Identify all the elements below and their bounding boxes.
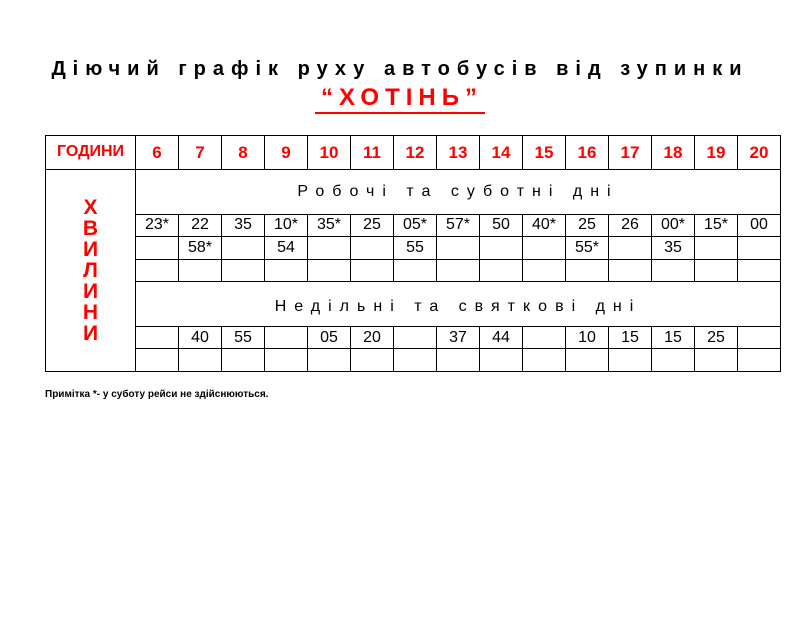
minute-cell: 37 (437, 326, 480, 348)
minute-cell (136, 237, 179, 259)
minute-cell (222, 349, 265, 372)
minute-cell: 57* (437, 214, 480, 236)
minute-cell (265, 326, 308, 348)
minute-cell: 50 (480, 214, 523, 236)
hour-cell: 19 (695, 136, 738, 170)
minute-cell: 44 (480, 326, 523, 348)
minute-cell (351, 259, 394, 281)
minute-cell: 20 (351, 326, 394, 348)
minute-cell: 00 (738, 214, 781, 236)
holidays-title-row (46, 282, 781, 327)
minute-cell: 55 (394, 237, 437, 259)
minute-cell (351, 349, 394, 372)
minute-cell (480, 349, 523, 372)
minute-cell (609, 349, 652, 372)
minutes-label-letter: Н (82, 300, 99, 324)
holidays-minutes-row (46, 326, 781, 348)
minute-cell (394, 326, 437, 348)
minute-cell: 40 (179, 326, 222, 348)
holidays-minutes-row (46, 349, 781, 372)
minute-cell: 25 (351, 214, 394, 236)
minute-cell (179, 349, 222, 372)
minutes-label (46, 169, 136, 371)
minute-cell: 05 (308, 326, 351, 348)
minute-cell: 35* (308, 214, 351, 236)
stop-name (0, 84, 800, 112)
hour-cell: 15 (523, 136, 566, 170)
minute-cell: 10 (566, 326, 609, 348)
minute-cell (695, 259, 738, 281)
minute-cell (566, 259, 609, 281)
minute-cell (437, 349, 480, 372)
minute-cell: 15 (652, 326, 695, 348)
minute-cell (695, 349, 738, 372)
minute-cell (609, 259, 652, 281)
schedule-table (45, 135, 781, 372)
minute-cell (738, 237, 781, 259)
minute-cell: 23* (136, 214, 179, 236)
minute-cell (308, 349, 351, 372)
footnote: Примітка *- у суботу рейси не здійснюються. (45, 389, 269, 400)
minute-cell (652, 259, 695, 281)
minute-cell: 15* (695, 214, 738, 236)
hour-cell: 12 (394, 136, 437, 170)
minute-cell (738, 349, 781, 372)
minute-cell (179, 259, 222, 281)
minute-cell (566, 349, 609, 372)
minute-cell: 40* (523, 214, 566, 236)
minute-cell (265, 259, 308, 281)
hour-cell: 13 (437, 136, 480, 170)
minute-cell: 54 (265, 237, 308, 259)
hour-cell: 7 (179, 136, 222, 170)
minutes-label-letter: И (82, 279, 99, 303)
minute-cell (523, 237, 566, 259)
minute-cell: 22 (179, 214, 222, 236)
hour-cell: 10 (308, 136, 351, 170)
minute-cell (308, 237, 351, 259)
minutes-label-letter: И (82, 237, 99, 261)
workdays-title-row (46, 169, 781, 214)
hour-cell: 6 (136, 136, 179, 170)
workdays-minutes-row (46, 259, 781, 281)
minute-cell (351, 237, 394, 259)
minute-cell: 05* (394, 214, 437, 236)
minute-cell (695, 237, 738, 259)
minute-cell: 35 (652, 237, 695, 259)
minute-cell: 15 (609, 326, 652, 348)
minute-cell (480, 237, 523, 259)
hour-cell: 16 (566, 136, 609, 170)
minute-cell: 55* (566, 237, 609, 259)
hour-cell: 20 (738, 136, 781, 170)
minutes-label-letter: В (82, 216, 99, 240)
minute-cell (609, 237, 652, 259)
minute-cell: 55 (222, 326, 265, 348)
minute-cell: 35 (222, 214, 265, 236)
stop-name-text: “ХОТІНЬ” (315, 84, 485, 114)
minute-cell (437, 259, 480, 281)
hour-cell: 17 (609, 136, 652, 170)
workdays-title: Робочі та суботні дні (136, 169, 781, 214)
minute-cell (738, 326, 781, 348)
hours-header-row (46, 136, 781, 170)
page-title: Діючий графік руху автобусів від зупинки (51, 58, 749, 80)
minute-cell: 58* (179, 237, 222, 259)
hours-label: ГОДИНИ (46, 136, 136, 170)
minute-cell (480, 259, 523, 281)
hour-cell: 11 (351, 136, 394, 170)
minute-cell (136, 259, 179, 281)
minute-cell: 25 (695, 326, 738, 348)
hour-cell: 18 (652, 136, 695, 170)
minute-cell (437, 237, 480, 259)
hour-cell: 9 (265, 136, 308, 170)
minute-cell: 10* (265, 214, 308, 236)
minute-cell: 25 (566, 214, 609, 236)
minute-cell (308, 259, 351, 281)
workdays-minutes-row (46, 237, 781, 259)
minutes-label-letter: И (82, 321, 99, 345)
minute-cell (523, 326, 566, 348)
minute-cell (523, 349, 566, 372)
minute-cell: 00* (652, 214, 695, 236)
minute-cell (738, 259, 781, 281)
minute-cell: 26 (609, 214, 652, 236)
minute-cell (222, 259, 265, 281)
minute-cell (652, 349, 695, 372)
minute-cell (265, 349, 308, 372)
minute-cell (136, 349, 179, 372)
hour-cell: 14 (480, 136, 523, 170)
minute-cell (222, 237, 265, 259)
minute-cell (394, 349, 437, 372)
minute-cell (136, 326, 179, 348)
holidays-title: Недільні та святкові дні (136, 282, 781, 327)
minute-cell (523, 259, 566, 281)
minutes-label-letter: Л (83, 258, 98, 282)
workdays-minutes-row (46, 214, 781, 236)
minutes-label-letter: Х (83, 195, 98, 219)
hour-cell: 8 (222, 136, 265, 170)
minute-cell (394, 259, 437, 281)
